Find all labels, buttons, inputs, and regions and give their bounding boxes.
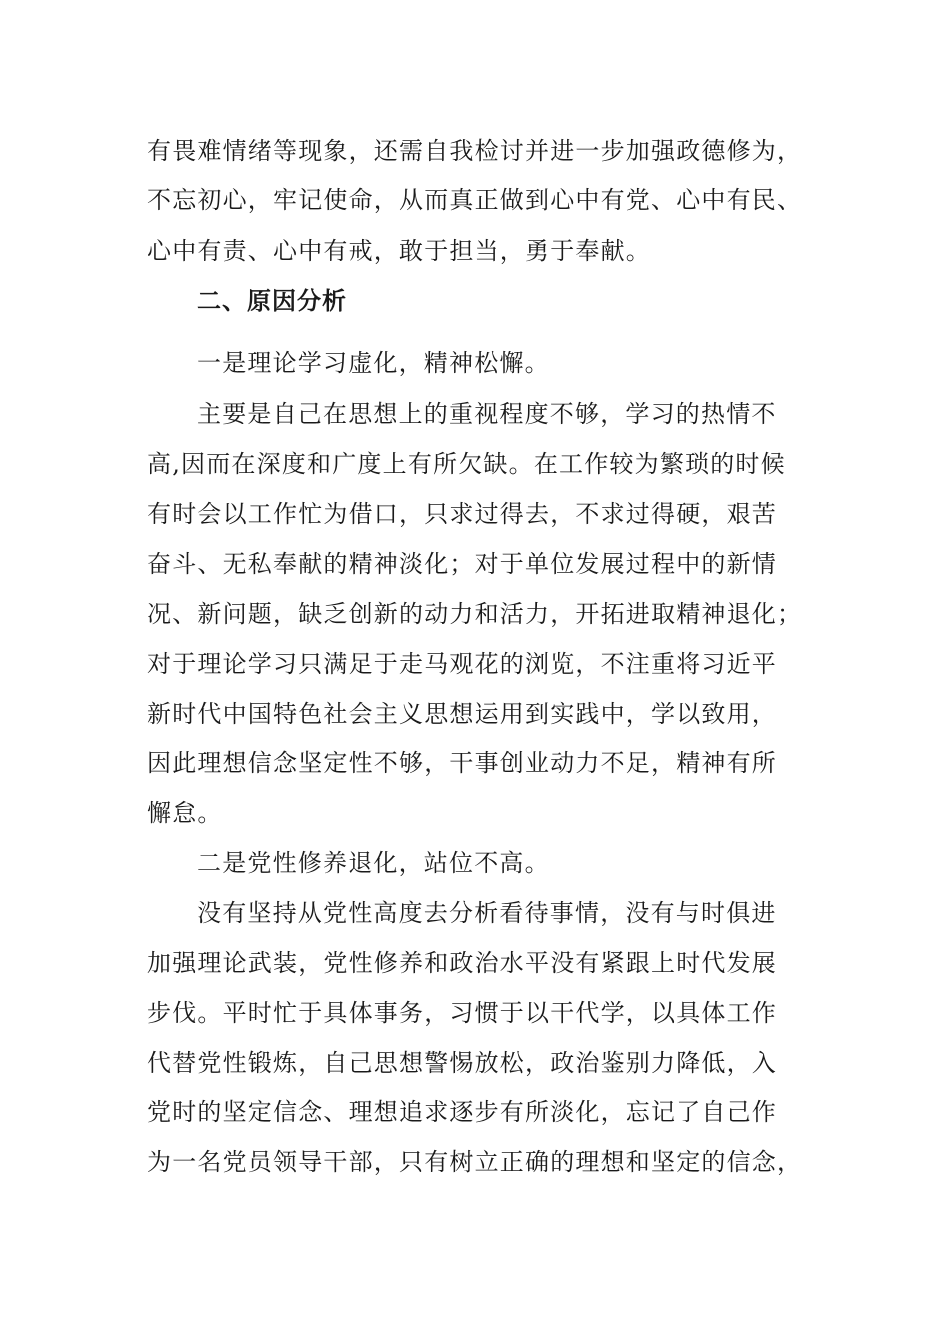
body-text-line: 不忘初心，牢记使命，从而真正做到心中有党、心中有民、	[147, 186, 803, 214]
subheading-line: 一是理论学习虚化，精神松懈。	[197, 349, 550, 377]
body-text-line: 况、新问题，缺乏创新的动力和活力，开拓进取精神退化；	[147, 600, 803, 628]
body-text-line: 没有坚持从党性高度去分析看待事情，没有与时俱进	[197, 899, 777, 927]
section-heading: 二、原因分析	[197, 287, 347, 315]
body-text-line: 有畏难情绪等现象，还需自我检讨并进一步加强政德修为，	[147, 137, 803, 165]
body-text-line: 为一名党员领导干部，只有树立正确的理想和坚定的信念，	[147, 1148, 803, 1176]
body-text-line: 加强理论武装，党性修养和政治水平没有紧跟上时代发展	[147, 949, 777, 977]
body-text-line: 心中有责、心中有戒，敢于担当，勇于奉献。	[147, 237, 651, 265]
body-text-line: 懈怠。	[147, 799, 223, 827]
body-text-line: 因此理想信念坚定性不够，干事创业动力不足，精神有所	[147, 749, 777, 777]
body-text-line: 党时的坚定信念、理想追求逐步有所淡化，忘记了自己作	[147, 1098, 777, 1126]
body-text-line: 高,因而在深度和广度上有所欠缺。在工作较为繁琐的时候	[147, 450, 786, 478]
body-text-line: 步伐。平时忙于具体事务，习惯于以干代学，以具体工作	[147, 999, 777, 1027]
body-text-line: 新时代中国特色社会主义思想运用到实践中，学以致用，	[147, 700, 777, 728]
body-text-line: 代替党性锻炼，自己思想警惕放松，政治鉴别力降低，入	[147, 1049, 777, 1077]
body-text-line: 有时会以工作忙为借口，只求过得去，不求过得硬，艰苦	[147, 500, 777, 528]
subheading-line: 二是党性修养退化，站位不高。	[197, 849, 550, 877]
body-text-line: 奋斗、无私奉献的精神淡化；对于单位发展过程中的新情	[147, 550, 777, 578]
body-text-line: 对于理论学习只满足于走马观花的浏览，不注重将习近平	[147, 650, 777, 678]
body-text-line: 主要是自己在思想上的重视程度不够，学习的热情不	[197, 400, 777, 428]
